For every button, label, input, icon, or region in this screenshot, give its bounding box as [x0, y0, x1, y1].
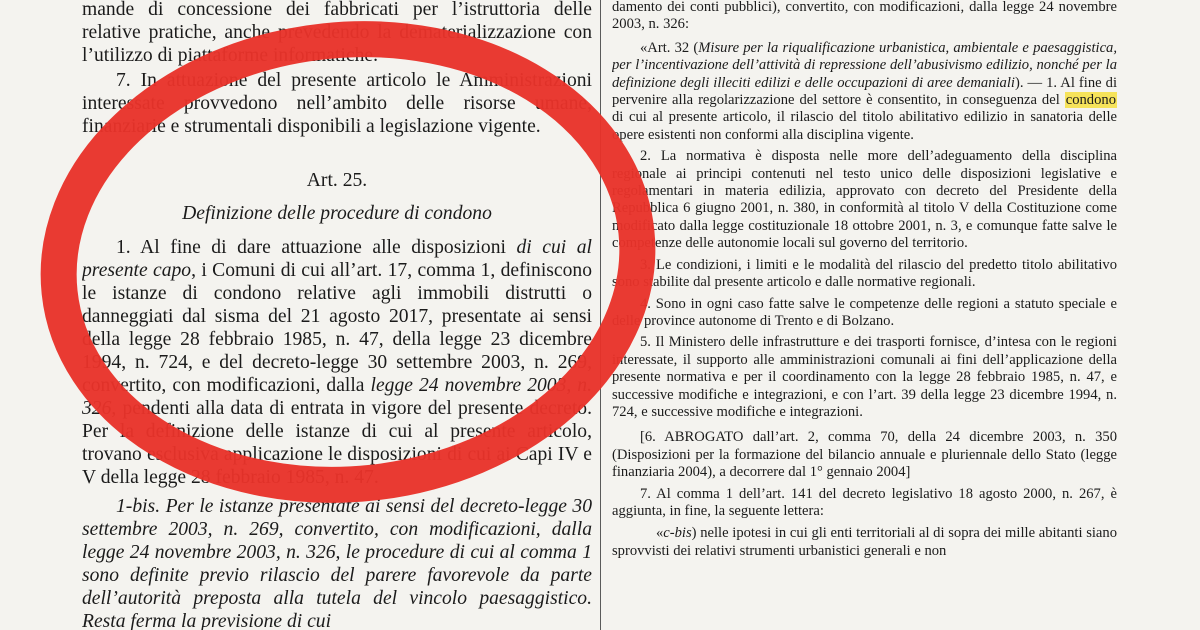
left-paragraph-top: mande di concessione dei fabbricati per l’istruttoria delle relative pratiche, anche prevedendo la dematerializzazione con l’utilizzo di piattaforme informatiche.: [82, 0, 592, 66]
left-paragraph-1-bis: [82, 495, 592, 630]
para-1-part-d: legge 24 novembre 2003, n. 326: [82, 375, 592, 419]
right-paragraph-6: [6. ABROGATO dall’art. 2, comma 70, della 24 dicembre 2003, n. 350 (Disposizioni per la formazione del bilancio annuale e pluriennale dello Stato (legge finanziaria 2004), a decorrere dal 1° gennaio 2004]: [612, 429, 1117, 481]
right-paragraph-4: 4. Sono in ogni caso fatte salve le competenze delle regioni a statuto speciale e delle province autonome di Trento e di Bolzano.: [612, 295, 1117, 329]
para-1-part-a: 1. Al fine di dare attuazione alle disposizioni: [116, 237, 517, 258]
art32-part-c: ). — 1. Al fine di pervenire alla regolarizzazione del settore è consentito, in conseguenza del: [612, 74, 1117, 109]
right-paragraph-7: 7. Al comma 1 dell’art. 141 del decreto legislativo 18 agosto 2000, n. 267, è aggiunta, in fine, la seguente lettera:: [612, 485, 1117, 519]
cbis-part-c: ) nelle ipotesi in cui gli enti territoriali al di sopra dei mille abitanti siano sprovvisti dei relativi strumenti urbanistici generali e non: [612, 525, 1117, 559]
column-divider: [600, 0, 601, 630]
right-paragraph-2: 2. La normativa è disposta nelle more dell’adeguamento della disciplina regionale ai principi contenuti nel testo unico delle disposizioni legislative e regolamentari in materia edilizia, approvato con decreto del Presidente della Repubblica 6 giugno 2001, n. 380, in conformità al titolo V della Costituzione come modificato dalla legge costituzionale 18 ottobre 2001, n. 3, e comunque fatte salve le competenze delle autonomie locali sul governo del territorio.: [612, 148, 1117, 252]
highlighted-word-condono: condono: [1065, 92, 1116, 109]
right-column: [612, 0, 1117, 630]
art32-part-a: «Art. 32 (: [640, 39, 699, 56]
article-subtitle: Definizione delle procedure di condono: [182, 203, 492, 224]
para-1-part-e: , pendenti alla data di entrata in vigore del presente decreto. Per la definizione delle istanze di cui al presente articolo, trovano esclusiva applicazione le disposizioni di cui ai Capi IV e V della legge 28 febbraio 1985, n. 47.: [82, 398, 592, 488]
right-paragraph-3: 3. Le condizioni, i limiti e le modalità del rilascio del predetto titolo abilitativo sono stabilite dal presente articolo e dalle normative regionali.: [612, 256, 1117, 291]
para-1bis-part-b: Per le istanze presentate ai sensi del decreto-legge 30 settembre 2003, n. 269, convertito, con modificazioni, dalla legge 24 novembre 2003, n. 326, le procedure di cui al comma 1 sono definite previo rilascio del parere favorevole da parte dell’autorità preposta alla tutela del vincolo paesaggistico. Resta ferma la previsione di cui: [82, 496, 592, 630]
para-1-part-c: , i Comuni di cui all’art. 17, comma 1, definiscono le istanze di condono relative agli immobili distrutti o danneggiati dal sisma del 21 agosto 2017, presentate ai sensi della legge 28 febbraio 1985, n. 47, della legge 23 dicembre 1994, n. 724, e del decreto-legge 30 settembre 2003, n. 269, convertito, con modificazioni, dalla: [82, 260, 592, 396]
cbis-part-b: c-bis: [663, 525, 692, 542]
art32-part-d: di cui al presente articolo, il rilascio del titolo abilitativo edilizio in sanatoria delle opere esistenti non conformi alla disciplina vigente.: [612, 109, 1117, 143]
left-paragraph-1: [82, 236, 592, 489]
para-1bis-part-a: 1-bis.: [116, 496, 166, 517]
right-paragraph-art32: [612, 40, 1117, 144]
left-column: [82, 0, 592, 630]
art32-part-b: Misure per la riqualificazione urbanistica, ambientale e paesaggistica, per l’incentivazione dell’attività di repressione dell’abusivismo edilizio, nonché per la definizione degli illeciti edilizi e delle occupazioni di aree demaniali: [612, 39, 1117, 91]
left-paragraph-7: 7. In attuazione del presente articolo le Amministrazioni interessate provvedono nell’ambito delle risorse umane, finanziarie e strumentali disponibili a legislazione vigente.: [82, 70, 592, 137]
cbis-part-a: «: [656, 525, 664, 542]
right-paragraph-c-bis: [612, 525, 1117, 560]
para-1-part-b: di cui al presente capo: [82, 237, 592, 281]
right-paragraph-top: damento dei conti pubblici), convertito, con modificazioni, dalla legge 24 novembre 2003, n. 326:: [612, 0, 1117, 33]
article-title: Art. 25.: [306, 170, 368, 191]
right-paragraph-5: 5. Il Ministero delle infrastrutture e dei trasporti fornisce, d’intesa con le regioni interessate, il supporto alle amministrazioni comunali ai fini dell’applicazione della presente normativa e per il coordinamento con la legge 28 febbraio 1985, n. 47, e successive modifiche e integrazioni, e con l’art. 39 della legge 23 dicembre 1994, n. 724, e successive modifiche e integrazioni.: [612, 334, 1117, 420]
